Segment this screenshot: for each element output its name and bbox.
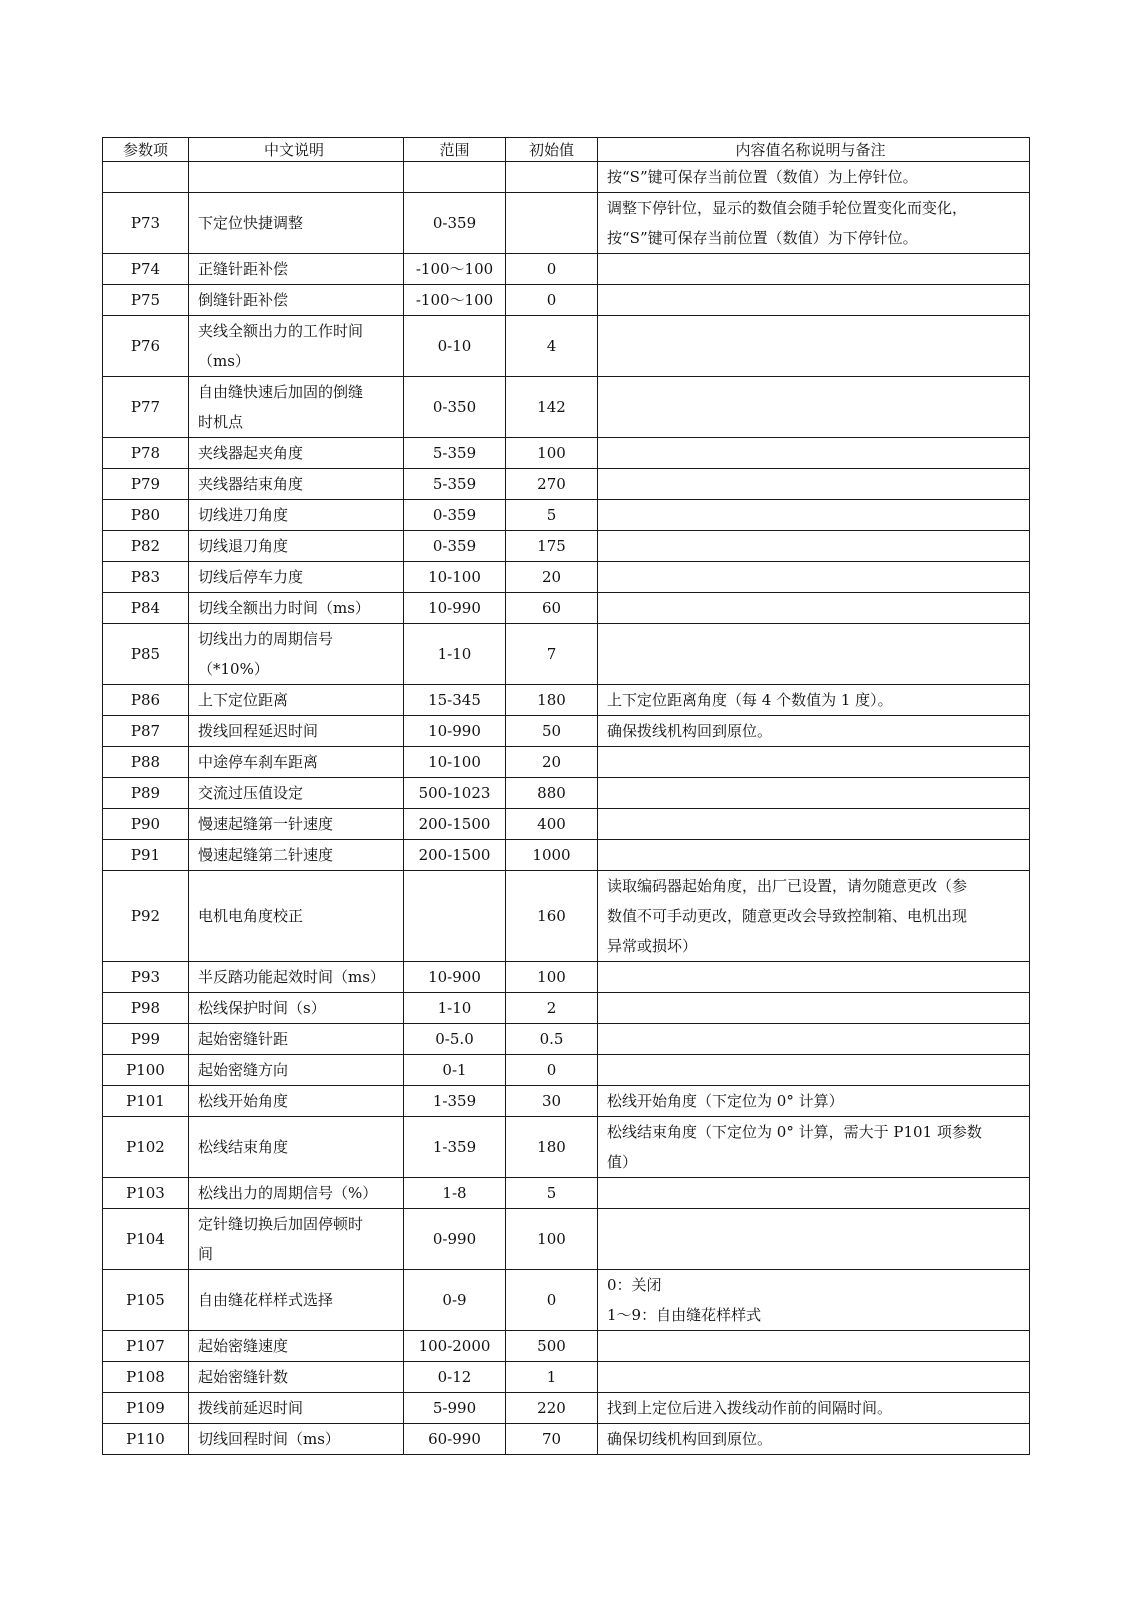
- cell-range: 10-100: [404, 562, 506, 593]
- cell-description-line: 上下定位距离: [198, 691, 289, 709]
- cell-range: 10-990: [404, 716, 506, 747]
- cell-param: P102: [103, 1117, 189, 1178]
- table-row: [103, 1270, 1030, 1331]
- cell-initial-value: 20: [506, 747, 598, 778]
- cell-param: P75: [103, 285, 189, 316]
- cell-description: [189, 1270, 404, 1331]
- cell-notes: [598, 778, 1030, 809]
- cell-notes: [598, 438, 1030, 469]
- cell-description-line: 交流过压值设定: [198, 784, 304, 802]
- cell-description: [189, 1055, 404, 1086]
- cell-notes: [598, 316, 1030, 377]
- cell-range: [404, 871, 506, 962]
- cell-range: 500-1023: [404, 778, 506, 809]
- cell-range: 0-5.0: [404, 1024, 506, 1055]
- cell-notes-line: 按“S”键可保存当前位置（数值）为上停针位。: [607, 168, 918, 186]
- cell-param: P92: [103, 871, 189, 962]
- cell-notes: [598, 1209, 1030, 1270]
- cell-description: [189, 438, 404, 469]
- cell-initial-value: 1000: [506, 840, 598, 871]
- cell-description: [189, 871, 404, 962]
- cell-notes: [598, 685, 1030, 716]
- cell-description-line: 自由缝花样样式选择: [198, 1291, 334, 1309]
- cell-notes: [598, 840, 1030, 871]
- cell-range: 0-9: [404, 1270, 506, 1331]
- cell-range: 60-990: [404, 1424, 506, 1455]
- cell-description: [189, 1331, 404, 1362]
- cell-description-line: 松线保护时间（s）: [198, 999, 326, 1017]
- cell-description-line: 切线回程时间（ms）: [198, 1430, 340, 1448]
- cell-description: [189, 254, 404, 285]
- cell-notes: [598, 285, 1030, 316]
- cell-initial-value: 400: [506, 809, 598, 840]
- cell-description: [189, 1362, 404, 1393]
- cell-range: 10-100: [404, 747, 506, 778]
- cell-range: 1-10: [404, 993, 506, 1024]
- cell-param: P80: [103, 500, 189, 531]
- table-row: [103, 531, 1030, 562]
- table-row: [103, 778, 1030, 809]
- cell-notes-line: 1～9：自由缝花样样式: [607, 1306, 762, 1324]
- cell-initial-value: [506, 193, 598, 254]
- table-row: [103, 1393, 1030, 1424]
- cell-range: 1-10: [404, 624, 506, 685]
- cell-param: [103, 162, 189, 193]
- cell-notes-line: 调整下停针位，显示的数值会随手轮位置变化而变化，: [607, 199, 968, 217]
- cell-param: P99: [103, 1024, 189, 1055]
- cell-notes: [598, 162, 1030, 193]
- cell-notes: [598, 562, 1030, 593]
- cell-notes: [598, 469, 1030, 500]
- cell-param: P77: [103, 377, 189, 438]
- table-row: [103, 438, 1030, 469]
- cell-param: P108: [103, 1362, 189, 1393]
- cell-notes: [598, 1055, 1030, 1086]
- header-range: 范围: [404, 138, 506, 162]
- cell-range: 200-1500: [404, 809, 506, 840]
- table-row: [103, 840, 1030, 871]
- cell-initial-value: 5: [506, 1178, 598, 1209]
- cell-description-line: 慢速起缝第一针速度: [198, 815, 334, 833]
- cell-description-line: 切线进刀角度: [198, 506, 289, 524]
- cell-notes: [598, 593, 1030, 624]
- table-row: [103, 716, 1030, 747]
- cell-notes: [598, 500, 1030, 531]
- cell-description: [189, 1393, 404, 1424]
- cell-notes: [598, 1393, 1030, 1424]
- table-row: [103, 193, 1030, 254]
- cell-description-line: 倒缝针距补偿: [198, 291, 289, 309]
- cell-initial-value: 100: [506, 1209, 598, 1270]
- cell-description-line: 夹线器结束角度: [198, 475, 304, 493]
- cell-description-line: （ms）: [198, 352, 250, 370]
- table-row: [103, 1362, 1030, 1393]
- cell-notes: [598, 193, 1030, 254]
- cell-description-line: 起始密缝速度: [198, 1337, 289, 1355]
- cell-description-line: 定针缝切换后加固停顿时: [198, 1215, 364, 1233]
- cell-range: [404, 162, 506, 193]
- cell-range: 100-2000: [404, 1331, 506, 1362]
- cell-description: [189, 316, 404, 377]
- cell-notes: [598, 1362, 1030, 1393]
- cell-description-line: 松线开始角度: [198, 1092, 289, 1110]
- table-row: [103, 562, 1030, 593]
- cell-param: P79: [103, 469, 189, 500]
- cell-description-line: 慢速起缝第二针速度: [198, 846, 334, 864]
- cell-initial-value: 5: [506, 500, 598, 531]
- table-row: [103, 469, 1030, 500]
- cell-description-line: 切线全额出力时间（ms）: [198, 599, 370, 617]
- cell-description: [189, 624, 404, 685]
- cell-description: [189, 1178, 404, 1209]
- cell-initial-value: 175: [506, 531, 598, 562]
- cell-notes-line: 0：关闭: [607, 1276, 662, 1294]
- cell-notes-line: 异常或损坏）: [607, 937, 698, 955]
- cell-initial-value: 142: [506, 377, 598, 438]
- cell-initial-value: 100: [506, 962, 598, 993]
- table-row: [103, 593, 1030, 624]
- cell-notes: [598, 1117, 1030, 1178]
- table-row: [103, 1086, 1030, 1117]
- cell-notes: [598, 1024, 1030, 1055]
- table-row: [103, 809, 1030, 840]
- cell-notes: [598, 1086, 1030, 1117]
- table-row: [103, 1055, 1030, 1086]
- cell-description-line: 夹线器起夹角度: [198, 444, 304, 462]
- cell-notes-line: 上下定位距离角度（每 4 个数值为 1 度）。: [607, 691, 893, 709]
- header-notes: 内容值名称说明与备注: [598, 138, 1030, 162]
- cell-range: 200-1500: [404, 840, 506, 871]
- cell-notes: [598, 1331, 1030, 1362]
- cell-description-line: 松线出力的周期信号（%）: [198, 1184, 378, 1202]
- cell-description: [189, 685, 404, 716]
- cell-initial-value: 0.5: [506, 1024, 598, 1055]
- cell-description-line: 半反踏功能起效时间（ms）: [198, 968, 385, 986]
- cell-description: [189, 778, 404, 809]
- cell-description-line: 时机点: [198, 413, 244, 431]
- cell-initial-value: 2: [506, 993, 598, 1024]
- table-row: [103, 500, 1030, 531]
- cell-notes-line: 确保拨线机构回到原位。: [607, 722, 773, 740]
- cell-range: 10-900: [404, 962, 506, 993]
- cell-description: [189, 962, 404, 993]
- cell-description-line: 切线退刀角度: [198, 537, 289, 555]
- cell-initial-value: 100: [506, 438, 598, 469]
- cell-description: [189, 1024, 404, 1055]
- cell-description: [189, 531, 404, 562]
- cell-range: 5-359: [404, 438, 506, 469]
- cell-notes: [598, 747, 1030, 778]
- cell-initial-value: 7: [506, 624, 598, 685]
- table-row: [103, 1117, 1030, 1178]
- cell-description: [189, 716, 404, 747]
- cell-notes: [598, 809, 1030, 840]
- cell-notes-line: 值）: [607, 1153, 638, 1171]
- table-row: [103, 1331, 1030, 1362]
- cell-notes-line: 数值不可手动更改，随意更改会导致控制箱、电机出现: [607, 907, 968, 925]
- table-row: [103, 871, 1030, 962]
- cell-initial-value: 1: [506, 1362, 598, 1393]
- header-initial-value: 初始值: [506, 138, 598, 162]
- table-header: [103, 138, 1030, 162]
- cell-description-line: 电机电角度校正: [198, 907, 304, 925]
- cell-param: P73: [103, 193, 189, 254]
- table-row: [103, 377, 1030, 438]
- cell-param: P101: [103, 1086, 189, 1117]
- cell-param: P103: [103, 1178, 189, 1209]
- cell-range: 0-359: [404, 531, 506, 562]
- cell-range: -100～100: [404, 254, 506, 285]
- cell-param: P98: [103, 993, 189, 1024]
- cell-param: P88: [103, 747, 189, 778]
- cell-initial-value: 160: [506, 871, 598, 962]
- header-description: 中文说明: [189, 138, 404, 162]
- cell-initial-value: 0: [506, 1055, 598, 1086]
- cell-notes-line: 确保切线机构回到原位。: [607, 1430, 773, 1448]
- cell-initial-value: 50: [506, 716, 598, 747]
- cell-description: [189, 993, 404, 1024]
- cell-range: 0-350: [404, 377, 506, 438]
- cell-description-line: 切线出力的周期信号: [198, 630, 334, 648]
- cell-notes: [598, 716, 1030, 747]
- cell-description: [189, 1424, 404, 1455]
- cell-range: 5-990: [404, 1393, 506, 1424]
- cell-notes: [598, 1270, 1030, 1331]
- table-row: [103, 285, 1030, 316]
- cell-description-line: 拨线回程延迟时间: [198, 722, 319, 740]
- cell-range: 0-359: [404, 500, 506, 531]
- cell-param: P85: [103, 624, 189, 685]
- header-param: 参数项: [103, 138, 189, 162]
- cell-param: P93: [103, 962, 189, 993]
- cell-param: P82: [103, 531, 189, 562]
- cell-description: [189, 469, 404, 500]
- cell-description-line: 松线结束角度: [198, 1138, 289, 1156]
- cell-description-line: 间: [198, 1245, 214, 1263]
- cell-range: 0-990: [404, 1209, 506, 1270]
- cell-notes: [598, 624, 1030, 685]
- cell-notes: [598, 871, 1030, 962]
- cell-param: P90: [103, 809, 189, 840]
- table-row: [103, 624, 1030, 685]
- cell-range: 5-359: [404, 469, 506, 500]
- cell-initial-value: 60: [506, 593, 598, 624]
- parameter-table: [102, 137, 1030, 1455]
- table-row: [103, 162, 1030, 193]
- table-row: [103, 962, 1030, 993]
- cell-range: 10-990: [404, 593, 506, 624]
- cell-initial-value: 0: [506, 254, 598, 285]
- cell-param: P83: [103, 562, 189, 593]
- cell-initial-value: 220: [506, 1393, 598, 1424]
- cell-description: [189, 1209, 404, 1270]
- cell-description-line: 中途停车刹车距离: [198, 753, 319, 771]
- header-row: [103, 138, 1030, 162]
- table-row: [103, 1024, 1030, 1055]
- cell-range: 15-345: [404, 685, 506, 716]
- table-row: [103, 993, 1030, 1024]
- cell-range: 0-1: [404, 1055, 506, 1086]
- cell-description: [189, 193, 404, 254]
- cell-notes: [598, 962, 1030, 993]
- cell-description: [189, 593, 404, 624]
- cell-description: [189, 747, 404, 778]
- cell-description-line: 夹线全额出力的工作时间: [198, 322, 364, 340]
- cell-range: 0-10: [404, 316, 506, 377]
- table-body: [103, 162, 1030, 1455]
- table-row: [103, 1424, 1030, 1455]
- cell-param: P89: [103, 778, 189, 809]
- cell-range: 0-12: [404, 1362, 506, 1393]
- cell-description: [189, 377, 404, 438]
- cell-notes: [598, 993, 1030, 1024]
- cell-param: P91: [103, 840, 189, 871]
- cell-param: P109: [103, 1393, 189, 1424]
- cell-notes-line: 松线开始角度（下定位为 0° 计算）: [607, 1092, 844, 1110]
- cell-param: P78: [103, 438, 189, 469]
- cell-notes: [598, 377, 1030, 438]
- cell-description: [189, 1117, 404, 1178]
- cell-notes: [598, 1178, 1030, 1209]
- cell-notes-line: 读取编码器起始角度，出厂已设置，请勿随意更改（参: [607, 877, 968, 895]
- cell-initial-value: 500: [506, 1331, 598, 1362]
- cell-description: [189, 840, 404, 871]
- cell-description-line: 起始密缝方向: [198, 1061, 289, 1079]
- cell-description-line: 正缝针距补偿: [198, 260, 289, 278]
- cell-param: P110: [103, 1424, 189, 1455]
- cell-initial-value: 4: [506, 316, 598, 377]
- table-row: [103, 1178, 1030, 1209]
- cell-notes-line: 松线结束角度（下定位为 0° 计算，需大于 P101 项参数: [607, 1123, 982, 1141]
- cell-initial-value: 270: [506, 469, 598, 500]
- cell-range: 1-359: [404, 1086, 506, 1117]
- cell-initial-value: [506, 162, 598, 193]
- cell-param: P87: [103, 716, 189, 747]
- cell-description-line: 拨线前延迟时间: [198, 1399, 304, 1417]
- cell-description: [189, 809, 404, 840]
- cell-description-line: 起始密缝针数: [198, 1368, 289, 1386]
- cell-notes: [598, 254, 1030, 285]
- cell-param: P107: [103, 1331, 189, 1362]
- cell-initial-value: 180: [506, 685, 598, 716]
- cell-description: [189, 500, 404, 531]
- cell-initial-value: 880: [506, 778, 598, 809]
- cell-notes: [598, 1424, 1030, 1455]
- cell-notes-line: 找到上定位后进入拨线动作前的间隔时间。: [607, 1399, 893, 1417]
- cell-description: [189, 162, 404, 193]
- table-row: [103, 685, 1030, 716]
- cell-description-line: 下定位快捷调整: [198, 214, 304, 232]
- cell-param: P84: [103, 593, 189, 624]
- table-row: [103, 747, 1030, 778]
- cell-param: P104: [103, 1209, 189, 1270]
- cell-param: P76: [103, 316, 189, 377]
- cell-param: P74: [103, 254, 189, 285]
- cell-initial-value: 0: [506, 285, 598, 316]
- cell-description: [189, 1086, 404, 1117]
- cell-param: P100: [103, 1055, 189, 1086]
- cell-description: [189, 562, 404, 593]
- cell-initial-value: 180: [506, 1117, 598, 1178]
- cell-description-line: 自由缝快速后加固的倒缝: [198, 383, 364, 401]
- cell-description-line: （*10%）: [198, 660, 269, 678]
- cell-range: 1-8: [404, 1178, 506, 1209]
- table-row: [103, 316, 1030, 377]
- cell-notes: [598, 531, 1030, 562]
- cell-param: P86: [103, 685, 189, 716]
- cell-description-line: 切线后停车力度: [198, 568, 304, 586]
- cell-range: 0-359: [404, 193, 506, 254]
- cell-initial-value: 20: [506, 562, 598, 593]
- table-row: [103, 1209, 1030, 1270]
- cell-range: 1-359: [404, 1117, 506, 1178]
- cell-description-line: 起始密缝针距: [198, 1030, 289, 1048]
- cell-initial-value: 0: [506, 1270, 598, 1331]
- cell-param: P105: [103, 1270, 189, 1331]
- cell-range: -100～100: [404, 285, 506, 316]
- cell-notes-line: 按“S”键可保存当前位置（数值）为下停针位。: [607, 229, 918, 247]
- table-row: [103, 254, 1030, 285]
- cell-initial-value: 70: [506, 1424, 598, 1455]
- cell-initial-value: 30: [506, 1086, 598, 1117]
- cell-description: [189, 285, 404, 316]
